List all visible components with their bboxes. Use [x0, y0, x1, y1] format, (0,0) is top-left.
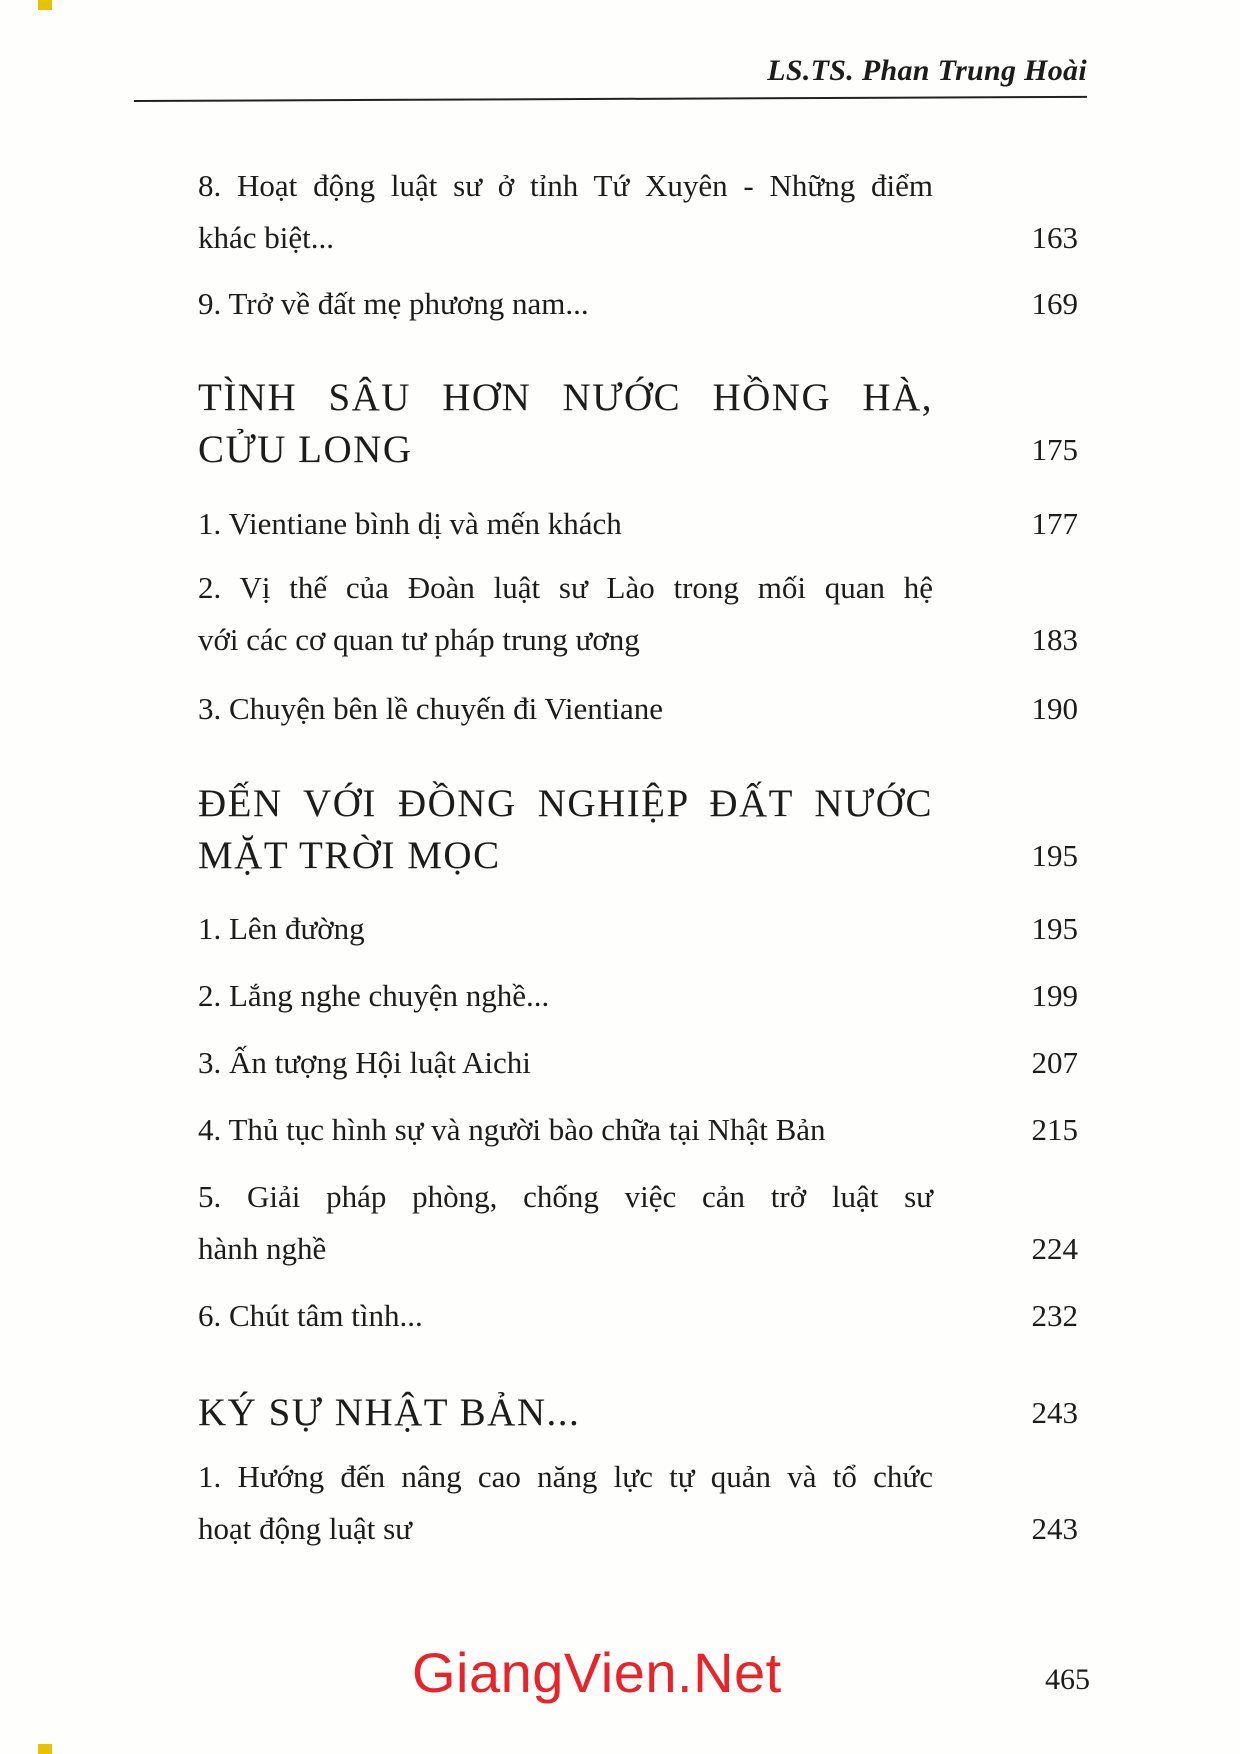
toc-section-heading: [198, 372, 1078, 476]
toc-entry: [198, 683, 1078, 735]
toc-page-number: 232: [1031, 1298, 1078, 1333]
toc-entry: [198, 970, 1078, 1022]
toc-entry-title-line: 4. Thủ tục hình sự và người bào chữa tại Nhật Bản: [198, 1112, 826, 1147]
toc-entry-title-line: 6. Chút tâm tình...: [198, 1298, 423, 1333]
toc-section-title-line: MẶT TRỜI MỌC: [198, 834, 501, 877]
toc-section-title-line: ĐẾN VỚI ĐỒNG NGHIỆP ĐẤT NƯỚC: [198, 782, 933, 825]
toc-entry-title-line: khác biệt...: [198, 220, 335, 255]
toc-entry-title-line: với các cơ quan tư pháp trung ương: [198, 622, 640, 657]
toc-entry-title-line: 1. Hướng đến nâng cao năng lực tự quản và tổ chức: [198, 1459, 933, 1494]
toc-entry-title-line: hoạt động luật sư: [198, 1511, 412, 1546]
toc-entry-title-line: 3. Chuyện bên lề chuyến đi Vientiane: [198, 691, 664, 726]
toc-page-number: 190: [1031, 691, 1078, 726]
toc-page-number: 183: [1031, 622, 1078, 657]
toc-section-heading: [198, 778, 1078, 882]
toc-page-number: 195: [1031, 838, 1078, 873]
toc-entry: [198, 562, 1078, 666]
toc-section-title-line: CỬU LONG: [198, 428, 413, 471]
toc-page-number: 243: [1031, 1395, 1078, 1430]
toc-entry: [198, 1171, 1078, 1275]
toc-page-number: 199: [1031, 978, 1078, 1013]
toc-entry: [198, 1451, 1078, 1555]
toc-page-number: 215: [1031, 1112, 1078, 1147]
toc-entry-title-line: 2. Vị thế của Đoàn luật sư Lào trong mối quan hệ: [198, 570, 933, 605]
toc-page-number: 163: [1031, 220, 1078, 255]
toc-section-title-line: KÝ SỰ NHẬT BẢN...: [198, 1391, 581, 1434]
toc-page-number: 169: [1031, 286, 1078, 321]
toc-entry-title-line: 2. Lắng nghe chuyện nghề...: [198, 978, 550, 1013]
toc-page-number: 175: [1031, 432, 1078, 467]
toc-page-number: 243: [1031, 1511, 1078, 1546]
toc-entry-title-line: 5. Giải pháp phòng, chống việc cản trở luật sư: [198, 1179, 933, 1214]
toc-entry-title-line: 1. Lên đường: [198, 911, 365, 946]
page-number: 465: [1045, 1663, 1090, 1696]
toc-page-number: 207: [1031, 1045, 1078, 1080]
toc-entry: [198, 1104, 1078, 1156]
toc-entry: [198, 1037, 1078, 1089]
toc-entry-title-line: 8. Hoạt động luật sư ở tỉnh Tứ Xuyên - Những điểm: [198, 168, 933, 203]
toc-entry-title-line: 3. Ấn tượng Hội luật Aichi: [198, 1045, 531, 1080]
toc-entry: [198, 278, 1078, 330]
toc-section-heading: [198, 1387, 1078, 1439]
toc-entry-title-line: hành nghề: [198, 1231, 327, 1266]
toc-entry-title-line: 9. Trở về đất mẹ phương nam...: [198, 286, 589, 321]
toc-entry: [198, 160, 1078, 264]
toc-entry-title-line: 1. Vientiane bình dị và mến khách: [198, 506, 622, 541]
toc-entry: [198, 498, 1078, 550]
toc-page-number: 224: [1031, 1231, 1078, 1266]
toc-entry: [198, 1290, 1078, 1342]
toc-section-title-line: TÌNH SÂU HƠN NƯỚC HỒNG HÀ,: [198, 376, 933, 419]
watermark: GiangVien.Net: [412, 1641, 782, 1704]
toc-entry: [198, 903, 1078, 955]
toc-page-number: 195: [1031, 911, 1078, 946]
toc-page-number: 177: [1031, 506, 1078, 541]
running-header-author: LS.TS. Phan Trung Hoài: [767, 54, 1087, 87]
